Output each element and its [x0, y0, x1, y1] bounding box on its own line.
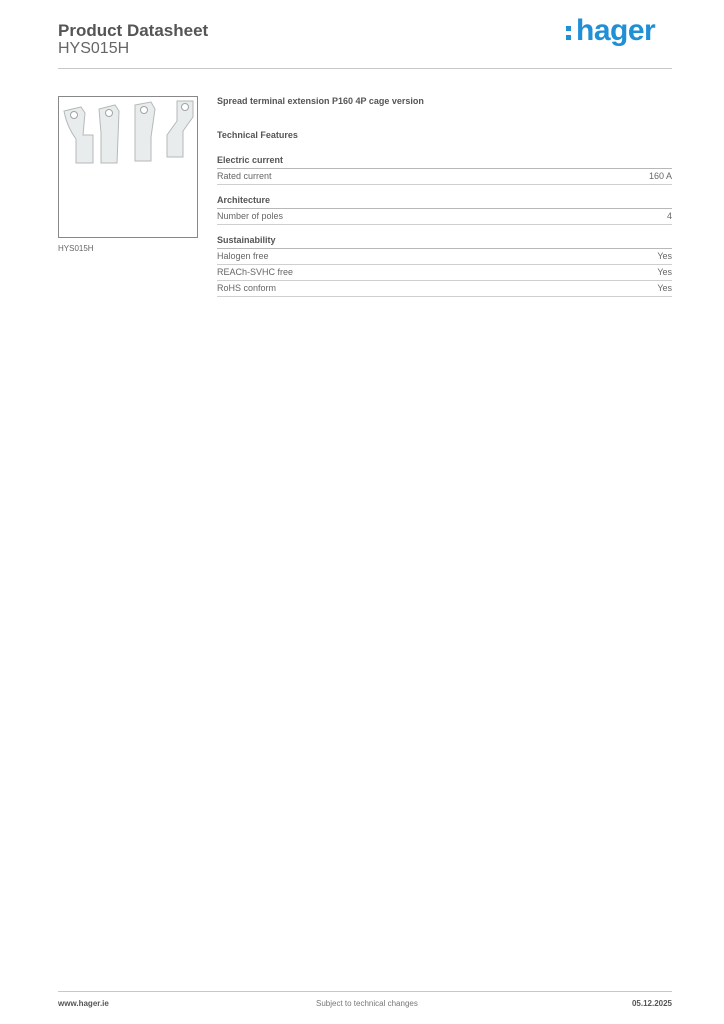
- header-divider: [58, 68, 672, 69]
- footer-notice: Subject to technical changes: [316, 999, 418, 1008]
- row-label: REACh-SVHC free: [217, 267, 294, 277]
- row-label: RoHS conform: [217, 283, 277, 293]
- row-label: Rated current: [217, 171, 272, 181]
- product-code: HYS015H: [58, 40, 130, 57]
- row-label: Halogen free: [217, 251, 269, 261]
- footer-website-link[interactable]: www.hager.ie: [58, 999, 109, 1008]
- row-value: Yes: [657, 267, 672, 277]
- page-title: Product Datasheet: [58, 21, 209, 40]
- logo-text: hager: [576, 14, 656, 47]
- terminal-extension-image-icon: [59, 97, 197, 237]
- table-row: [217, 265, 672, 281]
- row-label: Number of poles: [217, 211, 284, 221]
- technical-features-heading: Technical Features: [217, 130, 298, 140]
- hager-logo: [566, 14, 655, 48]
- section-heading: Electric current: [217, 155, 672, 169]
- logo-dots-icon: [566, 22, 574, 42]
- row-value: Yes: [657, 283, 672, 293]
- row-value: 4: [666, 211, 672, 221]
- row-value: Yes: [657, 251, 672, 261]
- row-value: 160 A: [648, 171, 672, 181]
- section-heading: Architecture: [217, 195, 672, 209]
- table-row: [217, 281, 672, 297]
- table-row: [217, 209, 672, 225]
- table-row: [217, 249, 672, 265]
- product-details: [217, 96, 672, 307]
- footer-date: 05.12.2025: [631, 999, 672, 1008]
- section-heading: Sustainability: [217, 235, 672, 249]
- section-sustainability: [217, 235, 672, 297]
- product-name: Spread terminal extension P160 4P cage version: [217, 96, 424, 106]
- product-image: [58, 96, 198, 238]
- table-row: [217, 169, 672, 185]
- footer-divider: [58, 991, 672, 992]
- section-architecture: [217, 195, 672, 225]
- image-caption: HYS015H: [58, 244, 94, 253]
- section-electric-current: [217, 155, 672, 185]
